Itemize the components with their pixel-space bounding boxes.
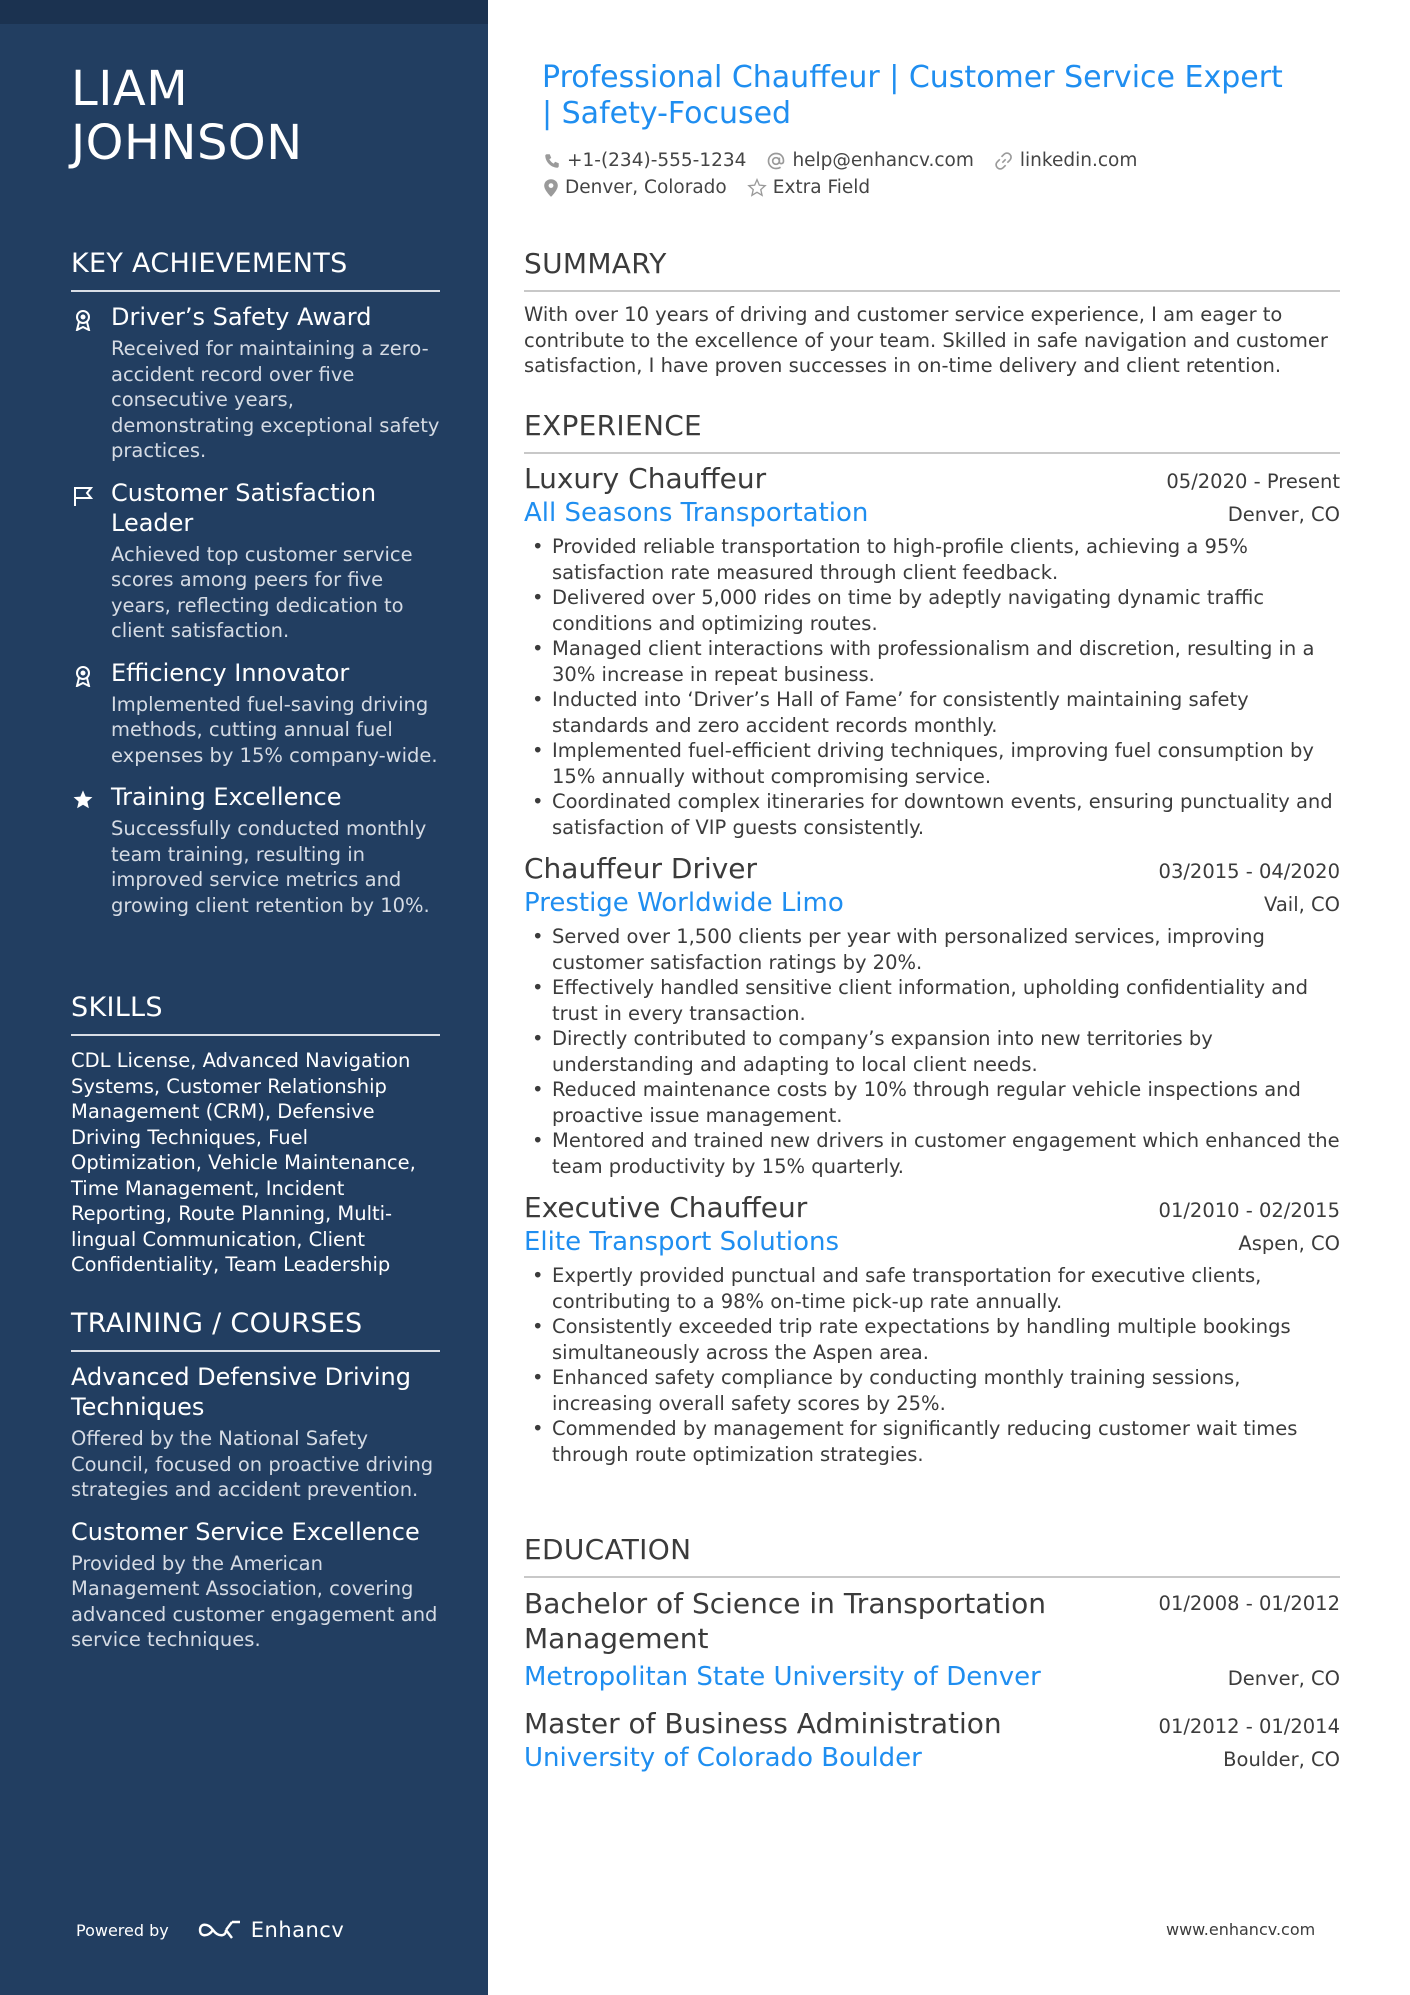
education-section (524, 1534, 1340, 1775)
location-pin-icon (543, 178, 559, 198)
degree-title: Bachelor of Science in Transportation Management (524, 1587, 1046, 1655)
job-title: Luxury Chauffeur (524, 462, 767, 495)
phone-icon (543, 152, 561, 170)
education-date: 01/2012 - 01/2014 (1158, 1715, 1340, 1738)
job-title: Executive Chauffeur (524, 1191, 808, 1224)
degree-title: Master of Business Administration (524, 1707, 1002, 1740)
summary-heading: SUMMARY (524, 248, 1340, 292)
summary-text: With over 10 years of driving and customer service experience, I am eager to contribute to the excellence of your team. Skilled in safe navigation and customer satisfaction, I have proven successes in on-time delivery and client retention. (524, 303, 1328, 377)
course-title: Advanced Defensive Driving Techniques (71, 1363, 411, 1421)
footer-url[interactable]: www.enhancv.com (1166, 1920, 1316, 1939)
name-first: LIAM (71, 61, 189, 117)
achievement-item (71, 302, 440, 464)
education-entry (524, 1706, 1340, 1775)
flag-icon (71, 484, 95, 508)
job-bullet: • Inducted into ‘Driver’s Hall of Fame’ for consistently maintaining safety standards and zero accident records monthly. (524, 687, 1340, 738)
course-item (71, 1517, 440, 1653)
skills-list: CDL License, Advanced Navigation Systems, Customer Relationship Management (CRM), Defensive Driving Techniques, Fuel Optimization, Vehicle Maintenance, Time Management, Incident Reporting, Route Planning, Multi-lingual Communication, Client Confidentiality, Team Leadership (71, 1049, 416, 1276)
achievement-title: Training Excellence (111, 783, 342, 811)
course-desc: Offered by the National Safety Council, focused on proactive driving strategies and accident prevention. (71, 1427, 434, 1501)
job-bullets (524, 534, 1340, 840)
contact-linkedin[interactable] (994, 150, 1137, 171)
contact-location (543, 177, 727, 198)
school-name: Metropolitan State University of Denver (524, 1662, 1041, 1692)
linkedin-text: linkedin.com (1019, 150, 1138, 171)
email-text: help@enhancv.com (792, 150, 974, 171)
phone-text: +1-(234)-555-1234 (567, 150, 747, 171)
achievement-desc: Successfully conducted monthly team training, resulting in improved service metrics and growing client retention by 10%. (111, 817, 430, 917)
job-bullets (524, 924, 1340, 1179)
education-location: Boulder, CO (1223, 1748, 1340, 1771)
job-location: Aspen, CO (1238, 1232, 1340, 1255)
name-last: JOHNSON (71, 115, 303, 171)
job-bullet: • Effectively handled sensitive client information, upholding confidentiality and trust in every transaction. (524, 975, 1340, 1026)
course-title: Customer Service Excellence (71, 1517, 420, 1546)
contact-row-1 (543, 150, 1157, 171)
course-desc: Provided by the American Management Association, covering advanced customer engagement and service techniques. (71, 1551, 438, 1651)
job-bullet: • Managed client interactions with professionalism and discretion, resulting in a 30% increase in repeat business. (524, 636, 1340, 687)
job-date: 01/2010 - 02/2015 (1158, 1199, 1340, 1222)
skills-heading: SKILLS (71, 992, 440, 1036)
award-icon (71, 308, 95, 332)
job-bullet: • Served over 1,500 clients per year with personalized services, improving customer satisfaction ratings by 20%. (524, 924, 1340, 975)
job-bullet: • Commended by management for significantly reducing customer wait times through route optimization strategies. (524, 1416, 1340, 1467)
job-subheader (524, 496, 1340, 530)
job-bullet: • Directly contributed to company’s expansion into new territories by understanding and adapting to local client needs. (524, 1026, 1340, 1077)
job-company: All Seasons Transportation (524, 498, 869, 528)
contact-email[interactable] (766, 150, 973, 171)
job-header (524, 462, 1340, 496)
education-date: 01/2008 - 01/2012 (1158, 1592, 1340, 1615)
headline: Professional Chauffeur | Customer Service Expert | Safety-Focused (542, 60, 1283, 131)
at-icon (766, 151, 786, 171)
key-achievements-heading: KEY ACHIEVEMENTS (71, 248, 440, 292)
key-achievements-section (71, 248, 440, 918)
job-company: Prestige Worldwide Limo (524, 888, 844, 918)
job-subheader (524, 1225, 1340, 1259)
job-bullet: • Provided reliable transportation to high-profile clients, achieving a 95% satisfaction rate measured through client feedback. (524, 534, 1340, 585)
powered-by-label: Powered by (76, 1920, 169, 1940)
job-bullet: • Enhanced safety compliance by conducting monthly training sessions, increasing overall safety scores by 25%. (524, 1365, 1340, 1416)
education-subheader (524, 1660, 1340, 1694)
sidebar-top-strip (0, 0, 488, 24)
achievement-title: Efficiency Innovator (111, 658, 350, 687)
contact-row-2 (543, 177, 890, 198)
candidate-name (71, 62, 303, 170)
achievement-desc: Achieved top customer service scores among peers for five years, reflecting dedication to client satisfaction. (111, 542, 413, 642)
job-entry (524, 852, 1340, 1179)
achievement-title: Customer Satisfaction Leader (111, 478, 377, 537)
job-header (524, 1191, 1340, 1225)
education-header (524, 1586, 1340, 1656)
job-bullet: • Reduced maintenance costs by 10% through regular vehicle inspections and proactive issue management. (524, 1077, 1340, 1128)
job-bullet: • Implemented fuel-efficient driving techniques, improving fuel consumption by 15% annually without compromising service. (524, 738, 1340, 789)
job-date: 05/2020 - Present (1166, 470, 1340, 493)
job-bullet: • Consistently exceeded trip rate expectations by handling multiple bookings simultaneously across the Aspen area. (524, 1314, 1340, 1365)
enhancv-brand: Enhancv (250, 1918, 345, 1942)
star-outline-icon (747, 178, 767, 198)
job-bullet: • Expertly provided punctual and safe transportation for executive clients, contributing to a 98% on-time pick-up rate annually. (524, 1263, 1340, 1314)
job-title: Chauffeur Driver (524, 852, 758, 885)
job-bullet: • Delivered over 5,000 rides on time by adeptly navigating dynamic traffic conditions and optimizing routes. (524, 585, 1340, 636)
powered-by (76, 1918, 344, 1942)
achievement-desc: Received for maintaining a zero-accident record over five consecutive years, demonstrating exceptional safety practices. (111, 337, 440, 462)
contact-phone[interactable] (543, 150, 746, 171)
enhancv-logo-icon (197, 1918, 243, 1942)
achievement-item (71, 658, 440, 769)
education-heading: EDUCATION (524, 1534, 1340, 1578)
award-icon (71, 664, 95, 688)
education-location: Denver, CO (1227, 1667, 1340, 1690)
achievement-item (71, 782, 440, 918)
education-subheader (524, 1741, 1340, 1775)
job-header (524, 852, 1340, 886)
enhancv-logo[interactable] (197, 1918, 345, 1942)
school-name: University of Colorado Boulder (524, 1743, 922, 1773)
link-icon (994, 151, 1014, 171)
job-bullet: • Coordinated complex itineraries for downtown events, ensuring punctuality and satisfaction of VIP guests consistently. (524, 789, 1340, 840)
sidebar (0, 0, 488, 1995)
skills-section (71, 992, 440, 1278)
job-date: 03/2015 - 04/2020 (1158, 860, 1340, 883)
education-entry (524, 1586, 1340, 1694)
achievement-title: Driver’s Safety Award (111, 303, 372, 331)
achievement-item (71, 478, 440, 644)
job-location: Denver, CO (1227, 503, 1340, 526)
experience-heading: EXPERIENCE (524, 410, 1340, 454)
job-bullets (524, 1263, 1340, 1467)
job-location: Vail, CO (1264, 893, 1340, 916)
contact-extra (747, 177, 870, 198)
achievement-desc: Implemented fuel-saving driving methods, cutting annual fuel expenses by 15% company-wide. (111, 692, 438, 767)
education-header (524, 1706, 1340, 1741)
training-heading: TRAINING / COURSES (71, 1308, 440, 1352)
training-section (71, 1308, 440, 1653)
job-entry (524, 462, 1340, 840)
star-icon (71, 788, 95, 812)
course-item (71, 1362, 440, 1503)
summary-section (524, 248, 1340, 379)
job-bullet: • Mentored and trained new drivers in customer engagement which enhanced the team productivity by 15% quarterly. (524, 1128, 1340, 1179)
location-text: Denver, Colorado (565, 177, 727, 198)
extra-field-text: Extra Field (772, 177, 871, 198)
experience-section (524, 410, 1340, 1467)
job-company: Elite Transport Solutions (524, 1227, 840, 1257)
job-entry (524, 1191, 1340, 1467)
job-subheader (524, 886, 1340, 920)
